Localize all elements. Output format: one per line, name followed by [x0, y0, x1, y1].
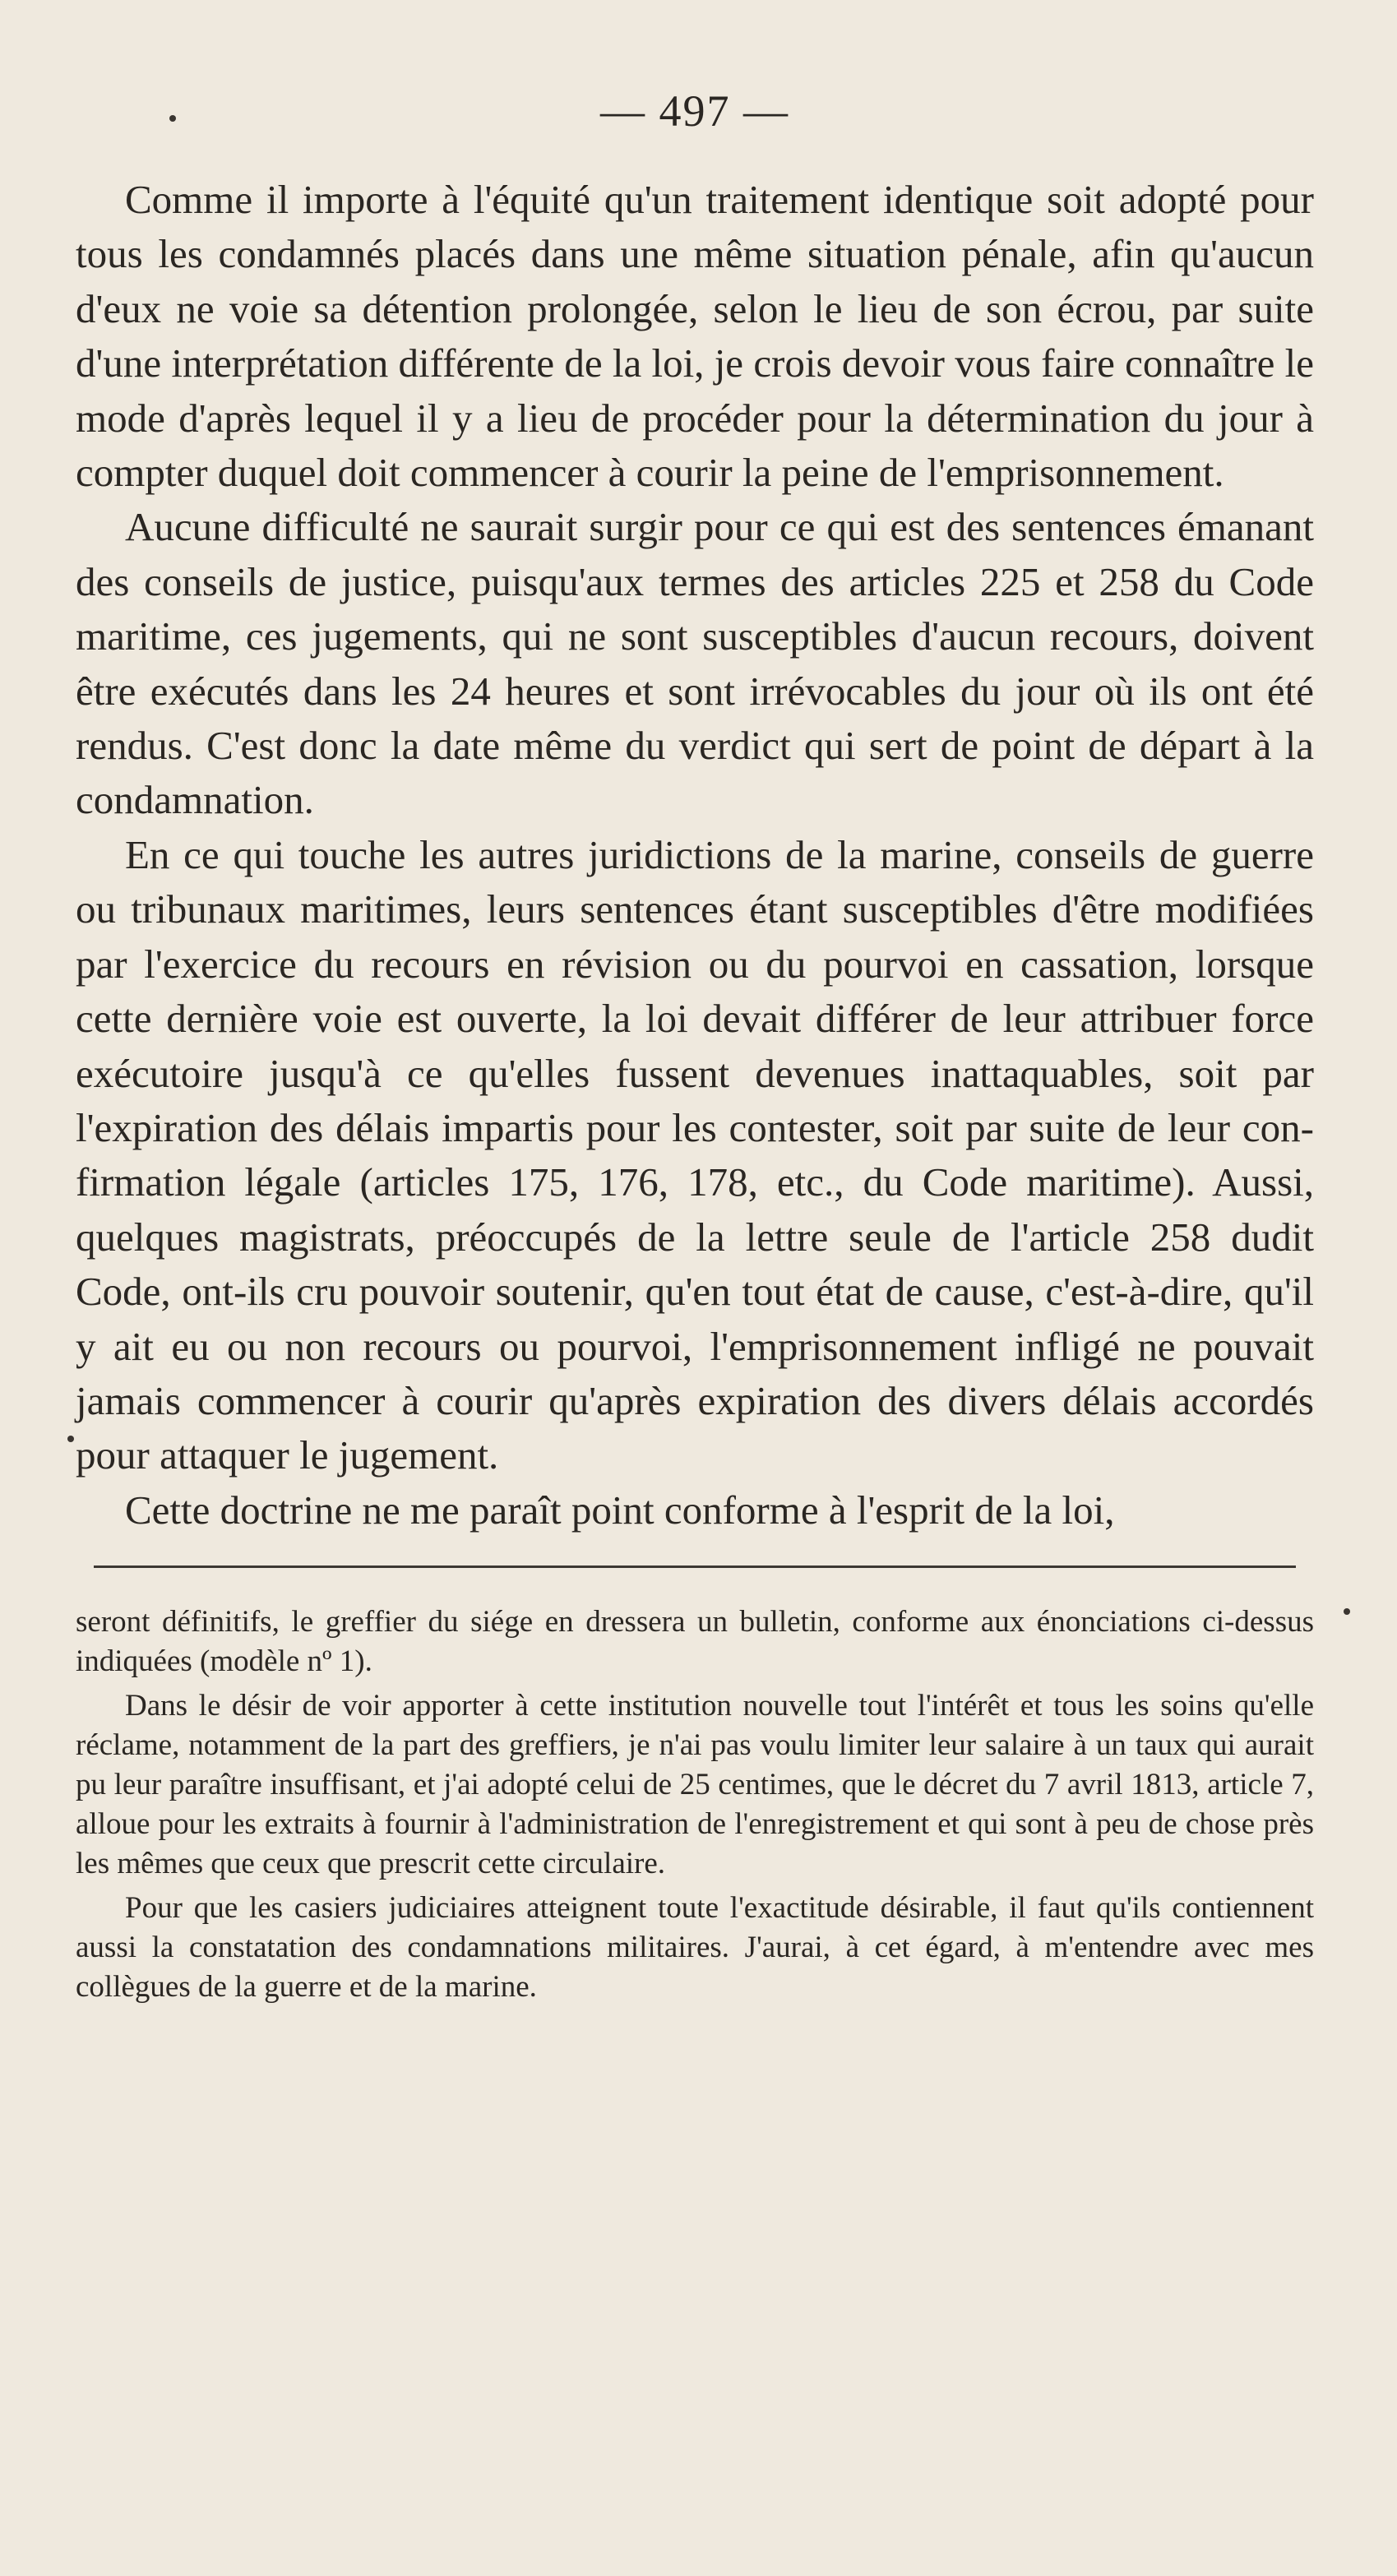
ink-speck [1344, 1608, 1350, 1615]
footnote-paragraph-2: Dans le désir de voir apporter à cette institution nouvelle tout l'intérêt et tous les soins qu'elle réclame, notamment de la part des greffiers, je n'ai pas voulu limiter leur salaire à un taux qui aurait pu leur paraître insuffisant, et j'ai adopté celui de 25 centimes, que le décret du 7 avril 1813, article 7, alloue pour les extraits à fournir à l'administration de l'enregistrement et qui sont à peu de chose près les mêmes que ceux que prescrit cette circulaire. [76, 1689, 1314, 1881]
document-page [76, 86, 1314, 2007]
page-number: — 497 — [600, 86, 789, 136]
ink-speck [67, 1436, 74, 1442]
paragraph-2: Aucune difficulté ne saurait surgir pour ce qui est des sentences émanant des conseils de justice, puisqu'aux termes des articles 225 et 258 du Code maritime, ces jugements, qui ne sont susceptibles d'aucun recours, doivent être exécutés dans les 24 heures et sont irrévocables du jour où ils ont été rendus. C'est donc la date même du verdict qui sert de point de départ à la condamnation. [76, 504, 1314, 823]
paragraph-4: Cette doctrine ne me paraît point conforme à l'esprit de la loi, [125, 1487, 1115, 1533]
footnote-paragraph-3: Pour que les casiers judiciaires atteignent toute l'exactitude désirable, il faut qu'ils contiennent aussi la constatation des condamnations militaires. J'aurai, à cet égard, à m'entendre avec mes collègues de la guerre et de la marine. [76, 1891, 1314, 2005]
footnote [76, 1602, 1314, 2007]
footnote-paragraph-1: seront définitifs, le greffier du siége en dressera un bulletin, conforme aux énonciations ci-dessus indiquées (modèle nº 1). [76, 1605, 1314, 1679]
ink-speck [169, 115, 176, 122]
footnote-divider [94, 1565, 1296, 1568]
paragraph-3: En ce qui touche les autres juridictions de la marine, conseils de guerre ou tribunaux maritimes, leurs sentences étant susceptibles d'être modifiées par l'exercice du recours en révision ou du pourvoi en cassation, lorsque cette dernière voie est ouverte, la loi devait différer de leur attribuer force exécutoire jusqu'à ce qu'elles fussent devenues inattaquables, soit par l'expiration des délais impartis pour les contester, soit par suite de leur confirmation légale (articles 175, 176, 178, etc., du Code maritime). Aussi, quelques magistrats, préoccupés de la lettre seule de l'article 258 dudit Code, ont-ils cru pouvoir soutenir, qu'en tout état de cause, c'est-à-dire, qu'il y ait eu ou non recours ou pourvoi, l'emprisonnement infligé ne pouvait jamais commencer à courir qu'après expiration des divers délais accordés pour attaquer le jugement. [76, 831, 1314, 1478]
main-text [76, 173, 1314, 1538]
paragraph-1: Comme il importe à l'équité qu'un traitement identique soit adopté pour tous les condamnés placés dans une même situation pénale, afin qu'aucun d'eux ne voie sa détention prolongée, selon le lieu de son écrou, par suite d'une interprétation différente de la loi, je crois devoir vous faire connaître le mode d'après lequel il y a lieu de procéder pour la détermination du jour à compter duquel doit commencer à courir la peine de l'emprisonnement. [76, 177, 1314, 496]
